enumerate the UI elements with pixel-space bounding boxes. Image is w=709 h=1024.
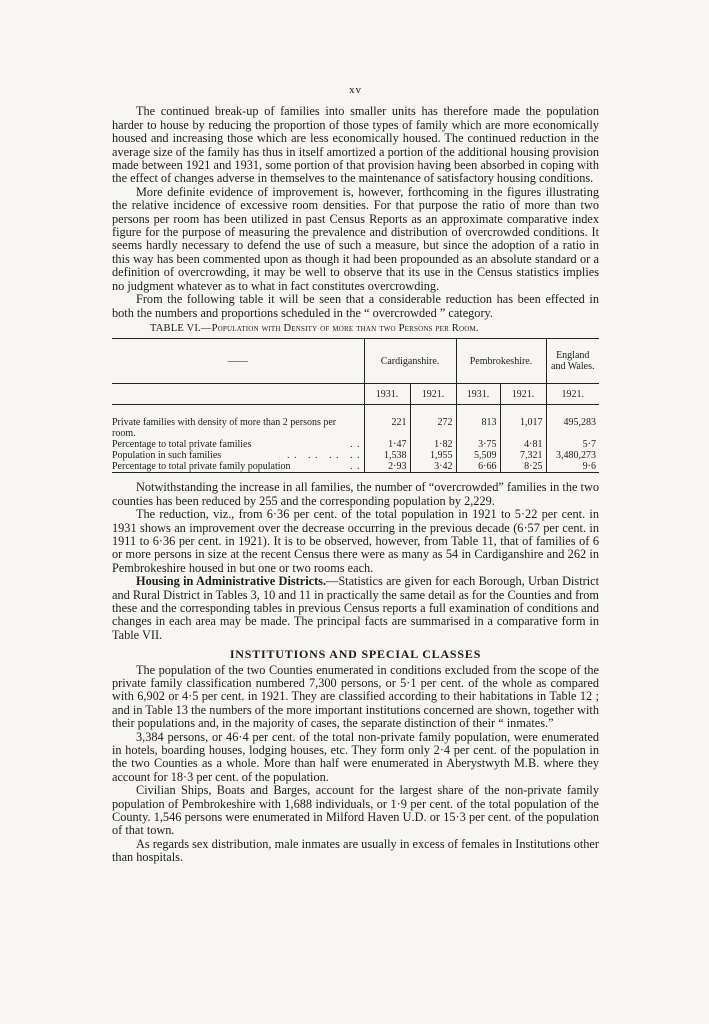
table-row-label-text: Private families with density of more than 2 persons per room. (112, 417, 337, 440)
paragraph-institutions-population: The population of the two Counties enumerated in conditions excluded from the scope of the private family classification numbered 7,300 persons, or 5·1 per cent. of the whole as compared with 6,902 or 4·5 per cent. in 1921. They are classified according to their habitations in Table 12 ; and in Table 13 the numbers of the more important institutions concerned are shown, together with their populations and, in the majority of cases, the separate distinction of their “ inmates.” (112, 662, 599, 731)
paragraph-reduction-detail: The reduction, viz., from 6·36 per cent. of the total population in 1921 to 5·22 per cent. in 1931 shows an improvement over the decrease occurring in the previous decade (6·57 per cent. in 1911 to 6·36 per cent. in 1921). It is to be observed, however, from Table 11, that of families of 6 or more persons in size at the recent Census there were as many as 54 in Cardiganshire and 262 in Pembrokeshire housed in but one or two rooms each. (112, 507, 599, 575)
table-spacer-row (112, 405, 599, 418)
table-cell: 1,538 (364, 450, 410, 461)
table-header-england-wales: England and Wales. (546, 339, 599, 384)
table-row (112, 439, 599, 450)
table-cell: 813 (456, 417, 500, 439)
table-cell: 3·75 (456, 439, 500, 450)
table-row-label (112, 461, 364, 473)
table-cell: 272 (410, 417, 456, 439)
density-table (112, 338, 599, 475)
table-row-leader-dots: . . (350, 439, 361, 451)
table-row (112, 450, 599, 461)
table-year-cell: 1931. (364, 384, 410, 405)
page-number: xv (349, 84, 362, 96)
table-row-leader-dots: . . (350, 461, 361, 473)
table-cell: 5·7 (546, 439, 599, 450)
paragraph-overcrowded-reduction: Notwithstanding the increase in all families, the number of “overcrowded” families in the two counties has been reduced by 255 and the corresponding population by 2,229. (112, 480, 599, 508)
table-row-label-text: Percentage to total private family population (112, 461, 291, 473)
table-cell: 9·6 (546, 461, 599, 473)
paragraph-room-density: More definite evidence of improvement is, however, forthcoming in the figures illustrating the relative incidence of excessive room densities. For that purpose the ratio of more than two persons per room has been utilized in past Census Reports as an approximate comparative index figure for the purpose of measuring the prevalence and distribution of overcrowded conditions. It seems hardly necessary to defend the use of such a measure, but since the adoption of a ratio in this way has been commented upon as though it had been propounded as an absolute standard or a definition of overcrowding, it may be well to observe that its use in the Census statistics implies no judgment whatever as to what in fact constitutes overcrowding. (112, 184, 599, 293)
document-page (112, 84, 599, 865)
table-row-label-text: Percentage to total private families (112, 439, 252, 451)
housing-heading: Housing in Administrative Districts. (136, 574, 327, 589)
table-row (112, 417, 599, 439)
table-header-pembrokeshire: Pembrokeshire. (456, 339, 546, 384)
paragraph-hotels: 3,384 persons, or 46·4 per cent. of the total non-private family population, were enumerated in hotels, boarding houses, lodging houses, etc. They form only 2·4 per cent. of the population in the two Counties as a whole. More than half were enumerated in Aberystwyth M.B. where they account for 18·3 per cent. of the population. (112, 729, 599, 784)
table-row-leader-dots: . . . . . . . . (287, 450, 361, 462)
table-header-cardiganshire: Cardiganshire. (364, 339, 456, 384)
table-cell: 495,283 (546, 417, 599, 439)
paragraph-sex-distribution: As regards sex distribution, male inmates are usually in excess of females in Institutions other than hospitals. (112, 836, 599, 865)
table-cell: 2·93 (364, 461, 410, 473)
table-cell: 1,955 (410, 450, 456, 461)
table-cell: 5,509 (456, 450, 500, 461)
paragraph-ships: Civilian Ships, Boats and Barges, account for the largest share of the non-private family population of Pembrokeshire with 1,688 individuals, or 1·9 per cent. of the total population of the County. 1,546 persons were enumerated in Milford Haven U.D. or 15·3 per cent. of the population of that town. (112, 783, 599, 838)
housing-text: —Statistics are given for each Borough, Urban District and Rural District in Tables 3, 10 and 11 in practically the same detail as for the Counties and from these and the corresponding tables in previous Census reports a full examination of conditions and changes in each area may be made. The principal facts are summarised in a comparative form in Table VII. (112, 574, 599, 642)
table-row-label-text: Population in such families (112, 450, 222, 462)
table-cell: 4·81 (500, 439, 546, 450)
table-year-cell: 1921. (546, 384, 599, 405)
table-cell: 6·66 (456, 461, 500, 473)
table-header-row (112, 339, 599, 384)
table-row-label (112, 417, 364, 439)
paragraph-table-intro: From the following table it will be seen that a considerable reduction has been effected in both the numbers and proportions scheduled in the “ overcrowded ” category. (112, 292, 599, 320)
table-cell: 1,017 (500, 417, 546, 439)
table-bottom-rule (112, 473, 599, 476)
paragraph-family-breakup: The continued break-up of families into smaller units has therefore made the population harder to house by reducing the proportion of those types of family which are more economically housed and increasing those which are less economically housed. The continued reduction in the average size of the family has thus in itself amortized a portion of the additional housing provision made between 1921 and 1931, some portion of that provision having been absorbed in coping with the effect of changes adverse in themselves to the maintenance of satisfactory housing conditions. (112, 104, 599, 186)
table-stub-header: —— (112, 339, 364, 384)
table-row (112, 461, 599, 473)
table-caption-prefix: TABLE VI.— (150, 322, 212, 334)
paragraph-housing-districts (112, 575, 599, 642)
table-year-cell: 1931. (456, 384, 500, 405)
table-year-cell: 1921. (410, 384, 456, 405)
table-cell: 3·42 (410, 461, 456, 473)
table-cell: 3,480,273 (546, 450, 599, 461)
table-cell: 7,321 (500, 450, 546, 461)
table-row-label (112, 439, 364, 450)
section-heading: INSTITUTIONS AND SPECIAL CLASSES (229, 647, 482, 662)
table-caption-title: Population with Density of more than two Persons per Room. (211, 322, 479, 334)
table-cell: 1·47 (364, 439, 410, 450)
table-year-cell: 1921. (500, 384, 546, 405)
table-row-label (112, 450, 364, 461)
table-cell: 1·82 (410, 439, 456, 450)
table-year-stub (112, 384, 364, 405)
table-year-row (112, 384, 599, 405)
table-cell: 8·25 (500, 461, 546, 473)
table-caption (150, 322, 599, 335)
table-cell: 221 (364, 417, 410, 439)
